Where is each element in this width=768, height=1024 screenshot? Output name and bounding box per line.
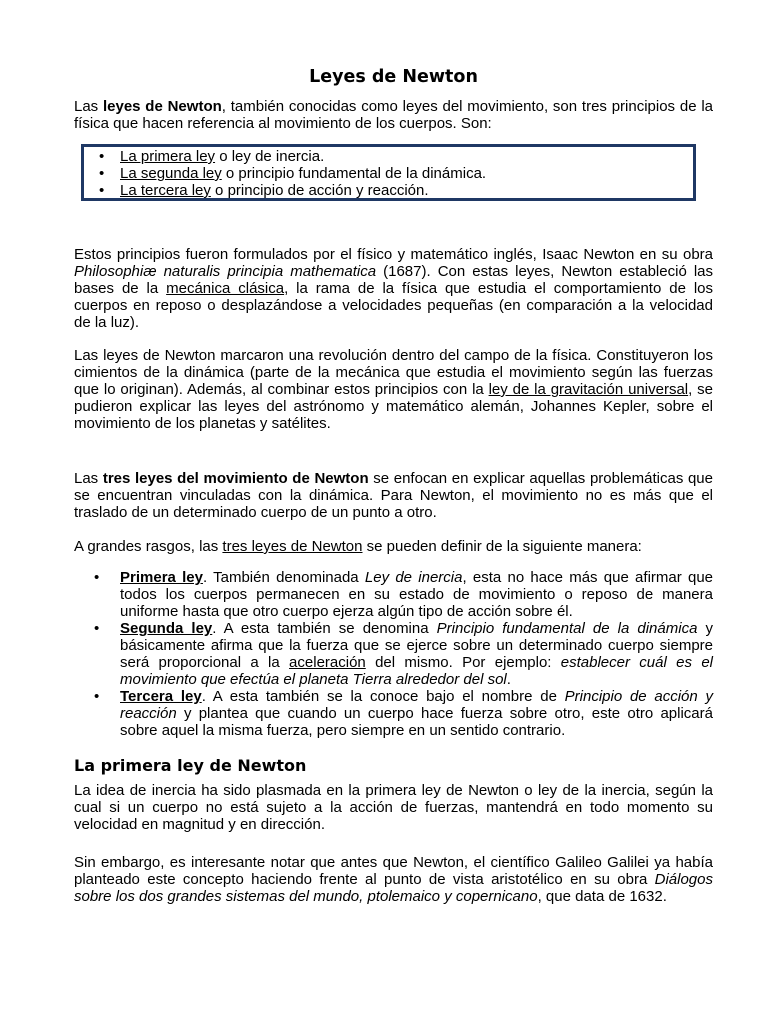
italic-term: Principio fundamental de la dinámica — [436, 620, 698, 637]
list-item-text: . También denominada — [202, 569, 365, 586]
list-item-text: y básicamente afirma que la fuerza que se ejerce sobre un determinado cuerpo siempre será proporcional a la — [120, 620, 713, 671]
intro-paragraph — [74, 98, 713, 132]
list-item — [92, 148, 685, 165]
paragraph-text: , se pudieron explicar las leyes del astrónomo y matemático alemán, Johannes Kepler, sobre el movimiento de los planetas y satélites. — [74, 381, 713, 432]
laws-summary-list — [92, 148, 685, 199]
italic-term: Principio de acción y reacción — [120, 688, 713, 722]
bullet-icon: • — [99, 148, 105, 165]
list-item — [92, 165, 685, 182]
link-classical-mechanics[interactable]: mecánica clásica — [166, 280, 285, 297]
laws-detail-list — [74, 569, 713, 739]
list-item-text: , esta no hace más que afirmar que todos los cuerpos permanecen en su estado de movimiento o reposo de manera uniforme hasta que otro cuerpo ejerza algún tipo de acción sobre él. — [120, 569, 714, 620]
bullet-icon: • — [99, 182, 105, 199]
intro-text: Las — [74, 98, 103, 115]
paragraph-text: Las leyes de Newton marcaron una revolución dentro del campo de la física. Constituyeron los cimientos de la dinámica (parte de la mecánica que estudia el movimiento según las fuerzas que lo originan). Además, al combinar estos principios con la — [74, 347, 713, 398]
paragraph-text: , que data de 1632. — [537, 888, 667, 905]
document-page — [74, 66, 713, 905]
list-item-text: o ley de inercia. — [215, 148, 325, 165]
section-heading-first-law: La primera ley de Newton — [74, 756, 307, 775]
link-acceleration[interactable]: aceleración — [289, 654, 366, 671]
link-second-law-detail[interactable]: Segunda ley — [120, 620, 213, 637]
list-item-text: . A esta también se la conoce bajo el nombre de — [201, 688, 565, 705]
link-second-law[interactable]: La segunda ley — [120, 165, 222, 182]
link-third-law[interactable]: La tercera ley — [120, 182, 211, 199]
list-item — [74, 569, 713, 620]
list-item-text: o principio fundamental de la dinámica. — [221, 165, 487, 182]
document-title: Leyes de Newton — [309, 67, 478, 87]
paragraph-text: (1687). Con estas leyes, Newton estableció las bases de la — [74, 263, 713, 297]
link-first-law[interactable]: La primera ley — [120, 148, 216, 165]
bullet-icon: • — [94, 620, 100, 637]
bold-term: tres leyes del movimiento de Newton — [102, 470, 369, 487]
link-first-law-detail[interactable]: Primera ley — [120, 569, 203, 586]
galileo-paragraph — [74, 854, 713, 905]
revolution-paragraph — [74, 347, 713, 432]
list-item-text: o principio de acción y reacción. — [210, 182, 429, 199]
paragraph-text: Las — [74, 470, 103, 487]
list-item — [92, 182, 685, 199]
list-item-text: . — [506, 671, 511, 688]
principles-paragraph — [74, 246, 713, 331]
paragraph-text: A grandes rasgos, las — [74, 538, 223, 555]
list-item-text: y plantea que cuando un cuerpo hace fuerza sobre otro, este otro aplicará sobre aquel la misma fuerza, pero siempre en un sentido contrario. — [120, 705, 713, 739]
inertia-paragraph: La idea de inercia ha sido plasmada en la primera ley de Newton o ley de la inercia, según la cual si un cuerpo no está sujeto a la acción de fuerzas, mantendrá en todo momento su velocidad en magnitud y en dirección. — [74, 782, 713, 833]
list-item — [74, 620, 713, 688]
italic-example: establecer cuál es el movimiento que efectúa el planeta Tierra alrededor del sol — [120, 654, 713, 688]
link-three-laws[interactable]: tres leyes de Newton — [222, 538, 363, 555]
link-third-law-detail[interactable]: Tercera ley — [120, 688, 202, 705]
intro-bold-term: leyes de Newton — [102, 98, 222, 115]
paragraph-text: Sin embargo, es interesante notar que antes que Newton, el científico Galileo Galilei ya había planteado este concepto haciendo frente al punto de vista aristotélico en su obra — [74, 854, 713, 888]
summary-intro-paragraph — [74, 538, 713, 555]
list-item-text: del mismo. Por ejemplo: — [365, 654, 561, 671]
bullet-icon: • — [94, 569, 100, 586]
laws-summary-box — [81, 144, 696, 201]
paragraph-text: Estos principios fueron formulados por el físico y matemático inglés, Isaac Newton en su obra — [74, 246, 713, 263]
bullet-icon: • — [99, 165, 105, 182]
intro-text-rest: , también conocidas como leyes del movimiento, son tres principios de la física que hacen referencia al movimiento de los cuerpos. Son: — [74, 98, 713, 132]
paragraph-text: se enfocan en explicar aquellas problemáticas que se encuentran vinculadas con la dinámica. Para Newton, el movimiento no es más que el traslado de un determinado cuerpo de un punto a otro. — [74, 470, 713, 521]
link-universal-gravitation[interactable]: ley de la gravitación universal — [488, 381, 689, 398]
italic-term: Ley de inercia — [364, 569, 463, 586]
paragraph-text: se pueden definir de la siguiente manera: — [362, 538, 642, 555]
book-title-dialogos: Diálogos sobre los dos grandes sistemas del mundo, ptolemaico y copernicano — [74, 871, 713, 905]
book-title-principia: Philosophiæ naturalis principia mathematica — [74, 263, 377, 280]
paragraph-text: , la rama de la física que estudia el comportamiento de los cuerpos en reposo o desplazándose a velocidades pequeñas (en comparación a la velocidad de la luz). — [74, 280, 713, 331]
list-item — [74, 688, 713, 739]
bullet-icon: • — [94, 688, 100, 705]
list-item-text: . A esta también se denomina — [212, 620, 437, 637]
three-laws-paragraph — [74, 470, 713, 521]
